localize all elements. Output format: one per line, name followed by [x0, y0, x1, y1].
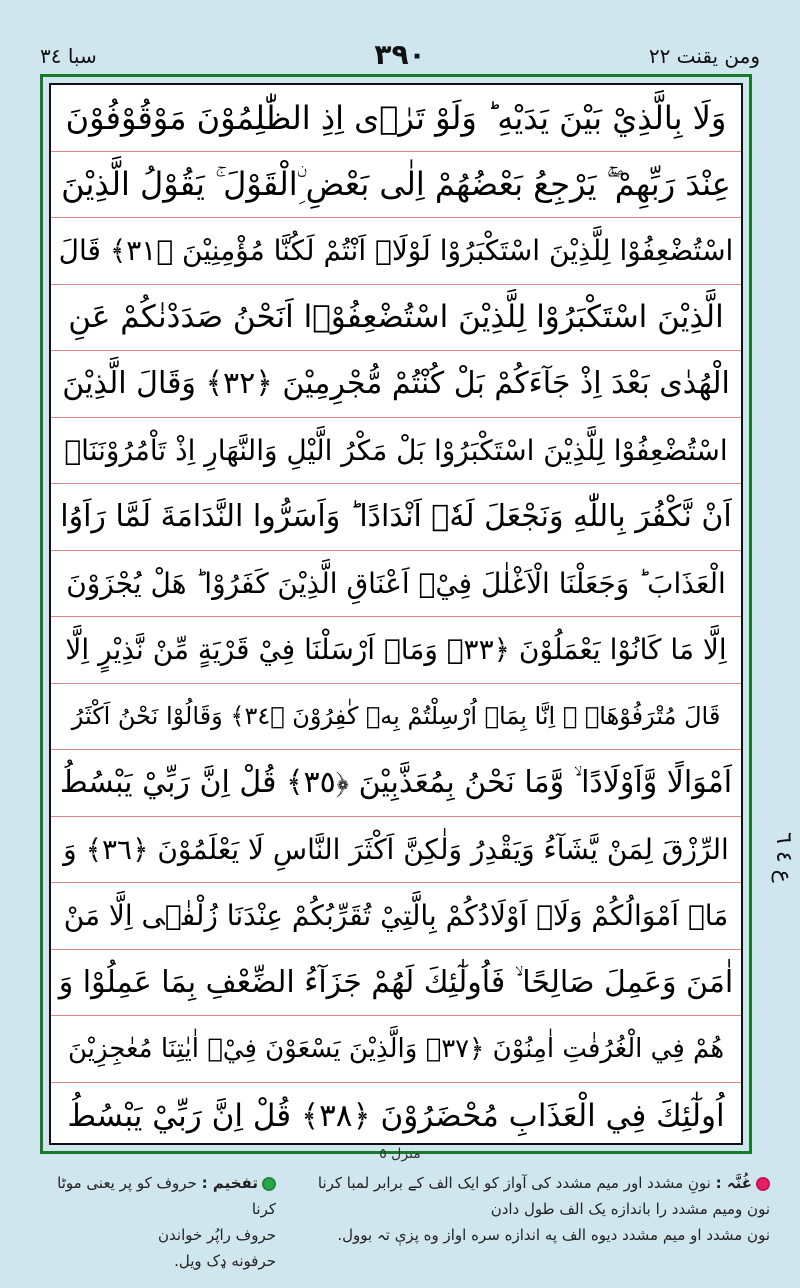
tafkheem-note [36, 1170, 276, 1274]
juz-label: سبا ٣٤ [40, 44, 97, 68]
ghunna-line: نون مشدد او میم مشدد دیوه الف په اندازه سره اواز وه پزې تہ بوول. [337, 1226, 770, 1244]
page-header [40, 38, 760, 78]
tafkheem-term: تفخیم : [201, 1174, 258, 1192]
verse-line: اِلَّا مَا كَانُوْا يَعْمَلُوْنَ ﴿٣٣﴾ وَمَاۤ اَرْسَلْنَا فِيْ قَرْيَةٍ مِّنْ نَّذِيْرٍ اِلَّا [51, 617, 741, 684]
ghunna-bullet-icon [756, 1177, 770, 1191]
ghunna-line: نونِ مشدد اور میم مشدد کی آواز کو ایک الف کے برابر لمبا کرنا [317, 1174, 711, 1192]
verse-line: اسْتُضْعِفُوْا لِلَّذِيْنَ اسْتَكْبَرُوْا بَلْ مَكْرُ الَّيْلِ وَالنَّهَارِ اِذْ تَاْمُرُوْنَنَاۤ [51, 418, 741, 485]
verse-line: عِنْدَ رَبِّهِمْ ۖۚ يَرْجِعُ بَعْضُهُمْ اِلٰى بَعْضِ ِۨالْقَوْلَ ۚ يَقُوْلُ الَّذِيْنَ [51, 152, 741, 219]
verse-line: الرِّزْقَ لِمَنْ يَّشَآءُ وَيَقْدِرُ وَلٰكِنَّ اَكْثَرَ النَّاسِ لَا يَعْلَمُوْنَ ﴿٣٦﴾ وَ [51, 817, 741, 884]
verse-lines [51, 85, 741, 1143]
surah-label: ومن يقنت ٢٢ [648, 44, 760, 68]
ghunna-line: نون وميم مشدد را باندازه یک الف طول دادن [490, 1200, 770, 1218]
tajweed-footer [36, 1170, 770, 1280]
tafkheem-line: حرفونه ډک ویل. [174, 1252, 276, 1270]
ghunna-term: غُنَّہ : [715, 1174, 752, 1192]
page-number: ٣٩٠ [374, 38, 426, 71]
tafkheem-bullet-icon [262, 1177, 276, 1191]
verse-line: الَّذِيْنَ اسْتَكْبَرُوْا لِلَّذِيْنَ اسْتُضْعِفُوْۤا اَنَحْنُ صَدَدْنٰكُمْ عَنِ [51, 285, 741, 352]
page-frame [40, 74, 752, 1154]
verse-line: اٰمَنَ وَعَمِلَ صَالِحًا ۙ فَاُولٰٓئِكَ لَهُمْ جَزَآءُ الضِّعْفِ بِمَا عَمِلُوْا وَ [51, 950, 741, 1017]
ruku-marker: ع ٤ ٦ [771, 832, 796, 883]
verse-line: مَاۤ اَمْوَالُكُمْ وَلَاۤ اَوْلَادُكُمْ بِالَّتِيْ تُقَرِّبُكُمْ عِنْدَنَا زُلْفٰۤى اِلَّا مَنْ [51, 883, 741, 950]
tafkheem-line: حروف کو پر یعنی موٹا کرنا [57, 1174, 276, 1218]
verse-line: اَنْ نَّكْفُرَ بِاللّٰهِ وَنَجْعَلَ لَهٗۤ اَنْدَادًا ؕ وَاَسَرُّوا النَّدَامَةَ لَمَّا رَاَوُا [51, 484, 741, 551]
manzil-label: منزل ٥ [379, 1146, 421, 1162]
text-area [49, 83, 743, 1145]
tafkheem-line: حروف راپُر خواندن [158, 1226, 276, 1244]
ghunna-note [300, 1170, 770, 1248]
verse-line: هُمْ فِي الْغُرُفٰتِ اٰمِنُوْنَ ﴿٣٧﴾ وَالَّذِيْنَ يَسْعَوْنَ فِيْۤ اٰيٰتِنَا مُعٰجِزِيْنَ [51, 1016, 741, 1083]
verse-line: وَلَا بِالَّذِيْ بَيْنَ يَدَيْهِ ؕ وَلَوْ تَرٰۤى اِذِ الظّٰلِمُوْنَ مَوْقُوْفُوْنَ [51, 85, 741, 152]
verse-line: الْعَذَابَ ؕ وَجَعَلْنَا الْاَغْلٰلَ فِيْۤ اَعْنَاقِ الَّذِيْنَ كَفَرُوْا ؕ هَلْ يُجْزَوْنَ [51, 551, 741, 618]
verse-line: الْهُدٰى بَعْدَ اِذْ جَآءَكُمْ بَلْ كُنْتُمْ مُّجْرِمِيْنَ ﴿٣٢﴾ وَقَالَ الَّذِيْنَ [51, 351, 741, 418]
verse-line: اسْتُضْعِفُوْا لِلَّذِيْنَ اسْتَكْبَرُوْا لَوْلَاۤ اَنْتُمْ لَكُنَّا مُؤْمِنِيْنَ ﴿٣١﴾ قَالَ [51, 218, 741, 285]
verse-line: قَالَ مُتْرَفُوْهَاۤ ۙ اِنَّا بِمَاۤ اُرْسِلْتُمْ بِهٖ كٰفِرُوْنَ ﴿٣٤﴾ وَقَالُوْا نَحْنُ اَكْثَرُ [51, 684, 741, 751]
verse-line: اَمْوَالًا وَّاَوْلَادًا ۙ وَّمَا نَحْنُ بِمُعَذَّبِيْنَ ﴿٣٥﴾ قُلْ اِنَّ رَبِّيْ يَبْسُطُ [51, 750, 741, 817]
verse-line: اُولٰٓئِكَ فِي الْعَذَابِ مُحْضَرُوْنَ ﴿٣٨﴾ قُلْ اِنَّ رَبِّيْ يَبْسُطُ [67, 1097, 725, 1134]
